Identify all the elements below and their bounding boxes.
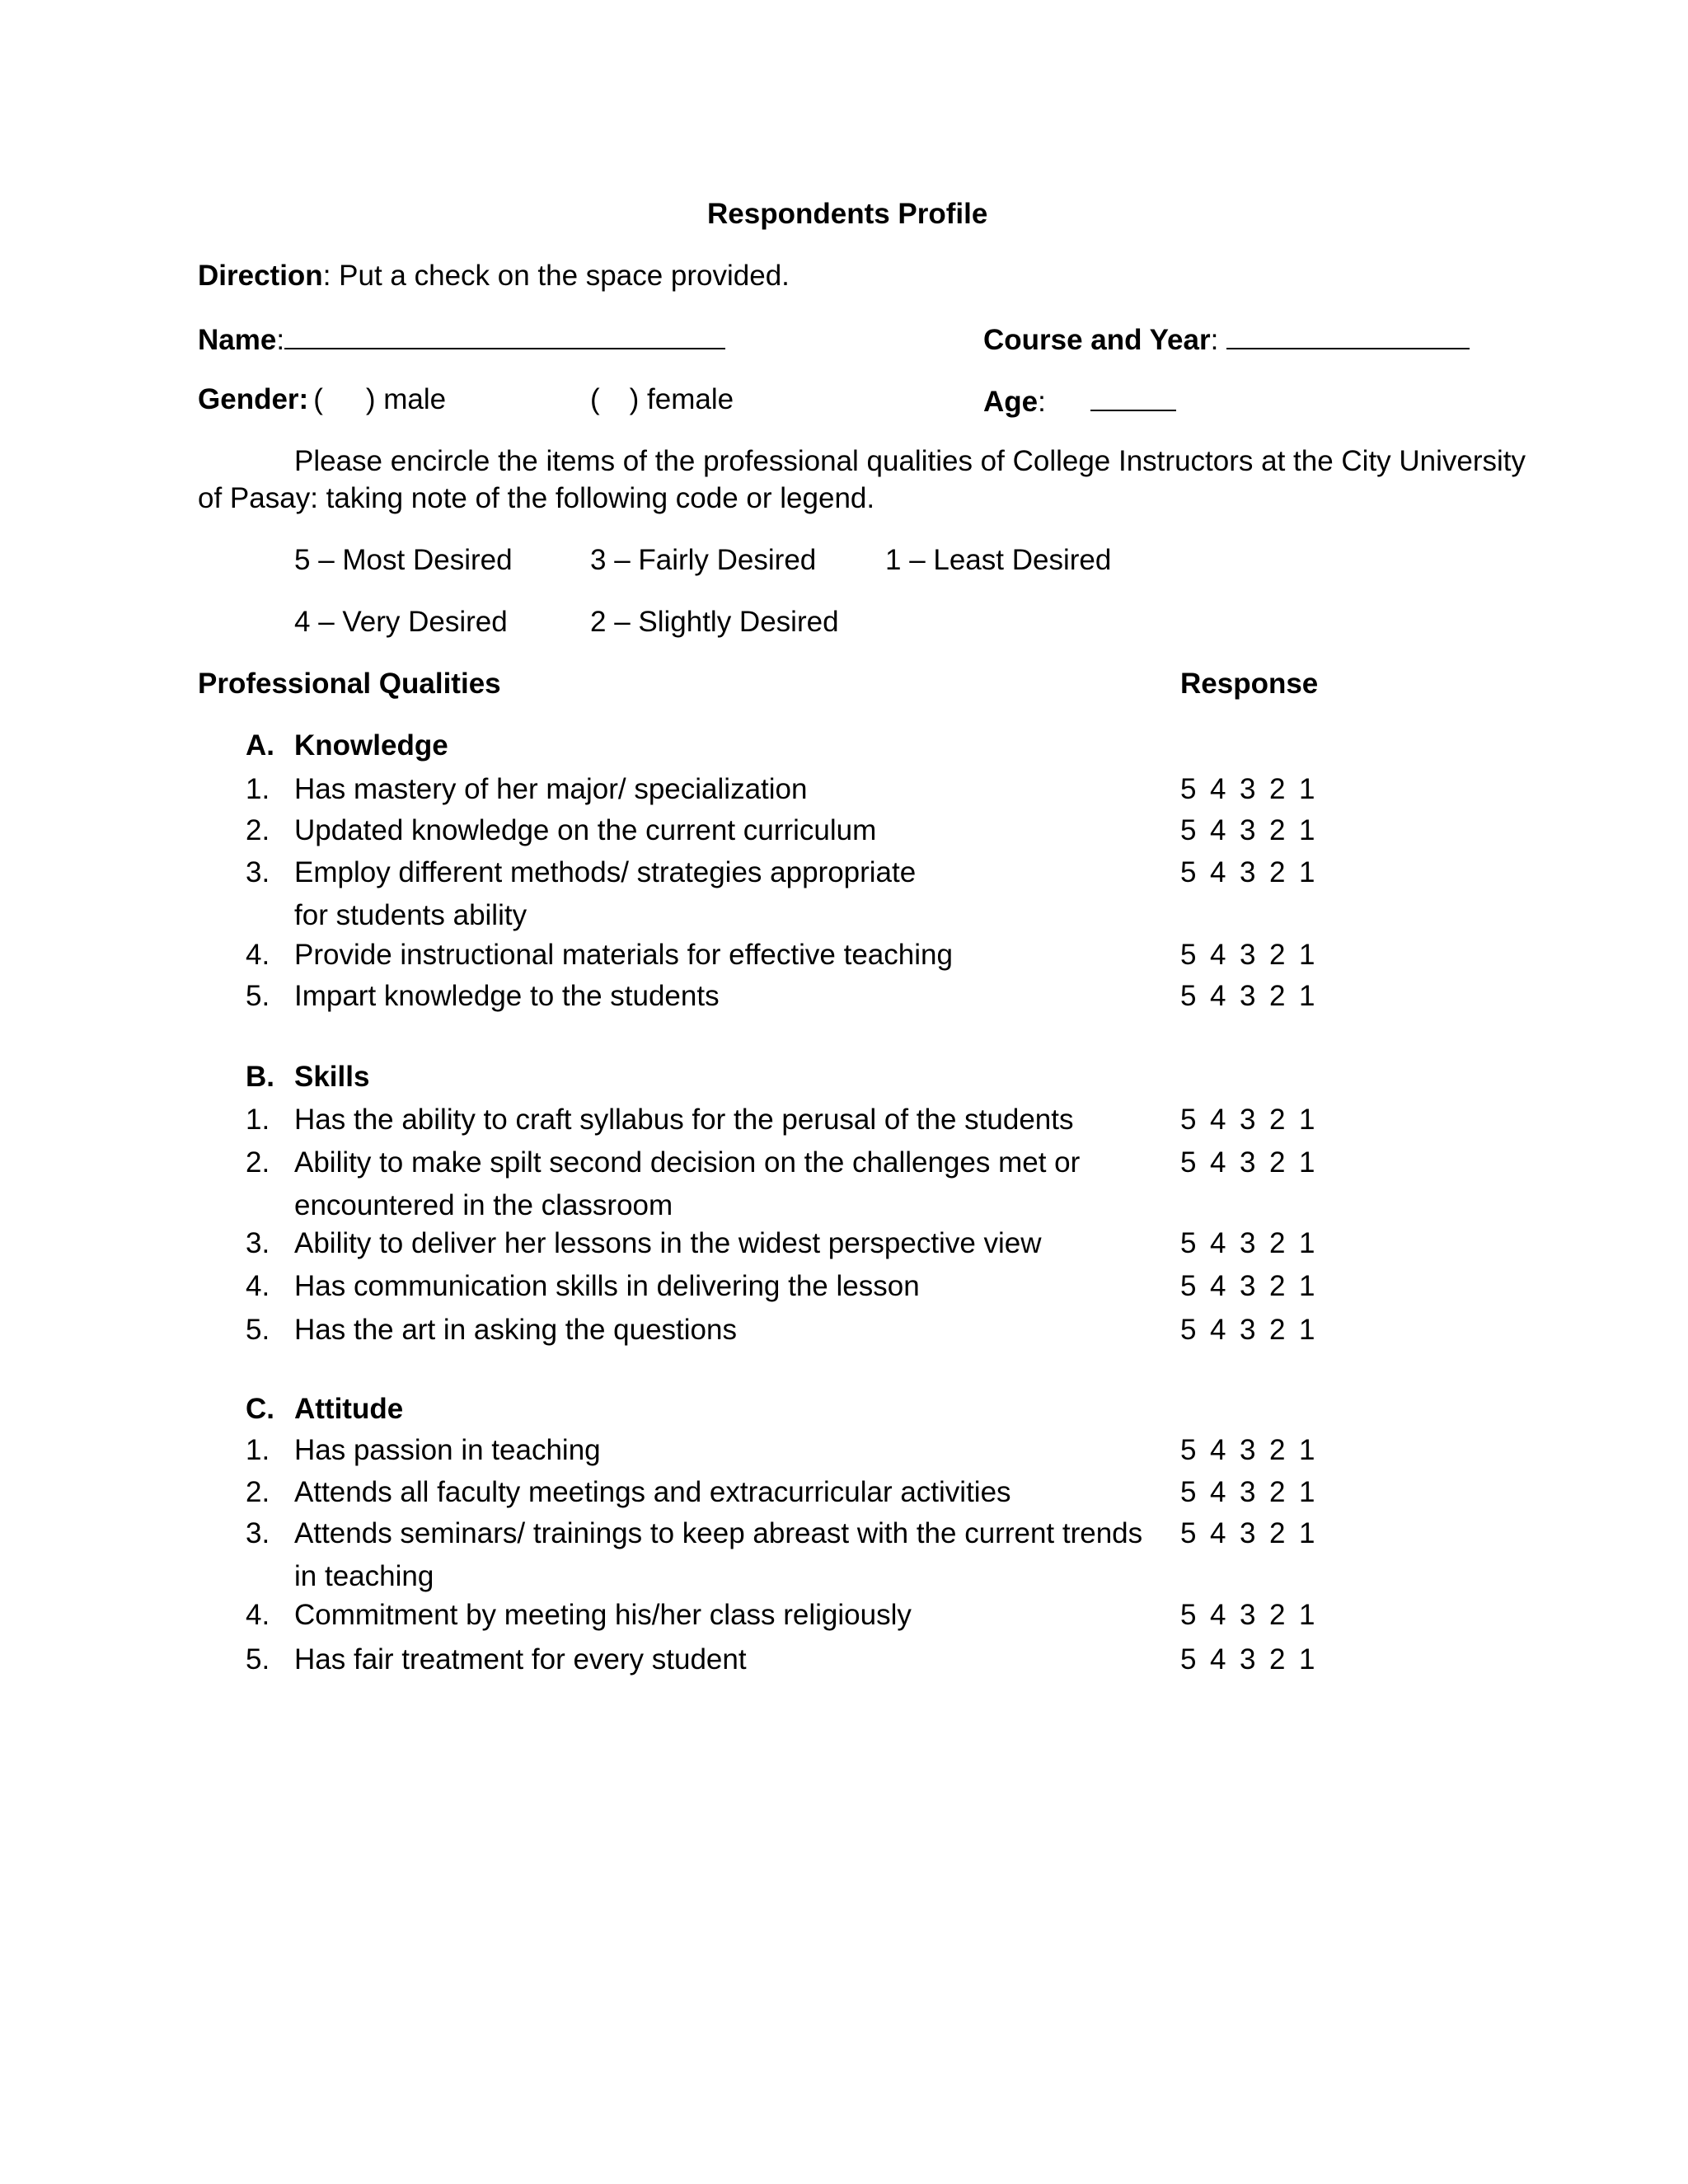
item-number: 5. xyxy=(246,1314,270,1346)
item-number: 1. xyxy=(246,773,270,805)
response-option-4[interactable]: 4 xyxy=(1210,814,1226,846)
response-scale xyxy=(1180,1315,1329,1344)
male-checkbox[interactable]: ( ) male xyxy=(313,383,447,415)
section-letter: B. xyxy=(246,1061,274,1093)
page-title: Respondents Profile xyxy=(707,198,988,230)
legend-1: 1 – Least Desired xyxy=(885,544,1112,576)
item-text: Updated knowledge on the current curriculum xyxy=(294,814,877,846)
response-option-4[interactable]: 4 xyxy=(1210,1146,1226,1179)
direction-label: Direction xyxy=(198,260,323,292)
response-option-4[interactable]: 4 xyxy=(1210,1599,1226,1631)
response-option-2[interactable]: 2 xyxy=(1269,1270,1286,1302)
response-option-5[interactable]: 5 xyxy=(1180,1227,1197,1259)
response-option-2[interactable]: 2 xyxy=(1269,1434,1286,1466)
response-option-3[interactable]: 3 xyxy=(1240,1270,1256,1302)
response-option-2[interactable]: 2 xyxy=(1269,1517,1286,1549)
response-option-3[interactable]: 3 xyxy=(1240,1517,1256,1549)
age-label: Age xyxy=(983,386,1039,418)
response-scale xyxy=(1180,1645,1329,1674)
name-field[interactable] xyxy=(284,323,725,349)
response-option-1[interactable]: 1 xyxy=(1299,856,1315,888)
age-row: Age: xyxy=(983,385,1176,416)
course-label: Course and Year xyxy=(983,324,1211,356)
response-option-5[interactable]: 5 xyxy=(1180,1434,1197,1466)
response-option-5[interactable]: 5 xyxy=(1180,1643,1197,1675)
response-option-2[interactable]: 2 xyxy=(1269,939,1286,971)
response-option-1[interactable]: 1 xyxy=(1299,773,1315,805)
response-option-4[interactable]: 4 xyxy=(1210,1227,1226,1259)
section-letter: A. xyxy=(246,729,274,762)
response-option-3[interactable]: 3 xyxy=(1240,1599,1256,1631)
item-number: 5. xyxy=(246,980,270,1012)
item-number: 4. xyxy=(246,1270,270,1302)
item-text: Commitment by meeting his/her class religiously xyxy=(294,1599,912,1631)
legend-4: 4 – Very Desired xyxy=(294,606,508,638)
item-text: Ability to deliver her lessons in the widest perspective view xyxy=(294,1227,1042,1259)
item-number: 2. xyxy=(246,1476,270,1508)
response-option-1[interactable]: 1 xyxy=(1299,1476,1315,1508)
response-option-2[interactable]: 2 xyxy=(1269,1104,1286,1136)
response-option-5[interactable]: 5 xyxy=(1180,773,1197,805)
item-text: Has fair treatment for every student xyxy=(294,1643,747,1675)
response-scale xyxy=(1180,982,1329,1010)
response-option-2[interactable]: 2 xyxy=(1269,1643,1286,1675)
response-option-1[interactable]: 1 xyxy=(1299,1227,1315,1259)
item-text: Attends seminars/ trainings to keep abreast with the current trends xyxy=(294,1517,1143,1549)
course-year-field[interactable] xyxy=(1226,323,1470,349)
response-option-4[interactable]: 4 xyxy=(1210,1104,1226,1136)
response-option-2[interactable]: 2 xyxy=(1269,1314,1286,1346)
response-option-5[interactable]: 5 xyxy=(1180,939,1197,971)
age-field[interactable] xyxy=(1090,385,1176,411)
item-text: Employ different methods/ strategies appropriate xyxy=(294,856,917,888)
item-text: Attends all faculty meetings and extracurricular activities xyxy=(294,1476,1011,1508)
response-scale xyxy=(1180,1229,1329,1258)
response-option-2[interactable]: 2 xyxy=(1269,773,1286,805)
response-scale xyxy=(1180,1148,1329,1177)
item-text: Has passion in teaching xyxy=(294,1434,601,1466)
response-option-1[interactable]: 1 xyxy=(1299,980,1315,1012)
item-text: Ability to make spilt second decision on the challenges met or xyxy=(294,1146,1081,1179)
response-option-1[interactable]: 1 xyxy=(1299,1643,1315,1675)
item-text-continued: in teaching xyxy=(294,1560,434,1592)
response-header: Response xyxy=(1180,668,1319,700)
female-label: ) female xyxy=(629,383,734,415)
name-field-row: Name: xyxy=(198,323,725,354)
item-number: 3. xyxy=(246,856,270,888)
item-number: 4. xyxy=(246,1599,270,1631)
response-option-5[interactable]: 5 xyxy=(1180,980,1197,1012)
response-option-1[interactable]: 1 xyxy=(1299,814,1315,846)
response-option-5[interactable]: 5 xyxy=(1180,856,1197,888)
item-number: 1. xyxy=(246,1104,270,1136)
response-option-4[interactable]: 4 xyxy=(1210,1270,1226,1302)
item-number: 3. xyxy=(246,1517,270,1549)
response-option-3[interactable]: 3 xyxy=(1240,1314,1256,1346)
item-number: 2. xyxy=(246,1146,270,1179)
response-scale xyxy=(1180,1519,1329,1548)
response-option-4[interactable]: 4 xyxy=(1210,856,1226,888)
response-scale xyxy=(1180,1105,1329,1134)
response-option-3[interactable]: 3 xyxy=(1240,1104,1256,1136)
gender-label: Gender: xyxy=(198,383,309,415)
response-option-5[interactable]: 5 xyxy=(1180,814,1197,846)
response-option-2[interactable]: 2 xyxy=(1269,1146,1286,1179)
response-option-1[interactable]: 1 xyxy=(1299,1517,1315,1549)
response-option-2[interactable]: 2 xyxy=(1269,980,1286,1012)
item-number: 4. xyxy=(246,939,270,971)
response-option-1[interactable]: 1 xyxy=(1299,1314,1315,1346)
section-letter: C. xyxy=(246,1393,274,1425)
response-scale xyxy=(1180,1478,1329,1507)
response-option-1[interactable]: 1 xyxy=(1299,939,1315,971)
response-option-3[interactable]: 3 xyxy=(1240,814,1256,846)
item-number: 3. xyxy=(246,1227,270,1259)
legend-2: 2 – Slightly Desired xyxy=(590,606,839,638)
response-option-5[interactable]: 5 xyxy=(1180,1517,1197,1549)
qualities-header: Professional Qualities xyxy=(198,668,501,700)
response-option-3[interactable]: 3 xyxy=(1240,1643,1256,1675)
response-option-3[interactable]: 3 xyxy=(1240,856,1256,888)
response-option-5[interactable]: 5 xyxy=(1180,1104,1197,1136)
response-option-1[interactable]: 1 xyxy=(1299,1434,1315,1466)
instruction-line-1: Please encircle the items of the professional qualities of College Instructors at the City University xyxy=(294,445,1526,477)
response-option-3[interactable]: 3 xyxy=(1240,773,1256,805)
gender-row xyxy=(198,385,446,414)
response-option-3[interactable]: 3 xyxy=(1240,939,1256,971)
response-scale xyxy=(1180,1436,1329,1465)
course-field-row: Course and Year: xyxy=(983,323,1470,354)
legend-3: 3 – Fairly Desired xyxy=(590,544,817,576)
section-title: Attitude xyxy=(294,1393,404,1425)
response-option-4[interactable]: 4 xyxy=(1210,1476,1226,1508)
response-option-5[interactable]: 5 xyxy=(1180,1146,1197,1179)
section-title: Knowledge xyxy=(294,729,448,762)
response-option-4[interactable]: 4 xyxy=(1210,1643,1226,1675)
response-scale xyxy=(1180,1272,1329,1301)
response-option-2[interactable]: 2 xyxy=(1269,1599,1286,1631)
response-scale xyxy=(1180,940,1329,969)
direction-line xyxy=(198,261,790,290)
item-number: 5. xyxy=(246,1643,270,1675)
response-option-1[interactable]: 1 xyxy=(1299,1599,1315,1631)
response-option-3[interactable]: 3 xyxy=(1240,1434,1256,1466)
response-option-5[interactable]: 5 xyxy=(1180,1599,1197,1631)
response-option-4[interactable]: 4 xyxy=(1210,939,1226,971)
response-option-4[interactable]: 4 xyxy=(1210,980,1226,1012)
item-number: 1. xyxy=(246,1434,270,1466)
item-text: Has mastery of her major/ specialization xyxy=(294,773,808,805)
response-option-2[interactable]: 2 xyxy=(1269,1227,1286,1259)
response-option-1[interactable]: 1 xyxy=(1299,1104,1315,1136)
item-text: Has the ability to craft syllabus for the perusal of the students xyxy=(294,1104,1074,1136)
response-option-3[interactable]: 3 xyxy=(1240,1227,1256,1259)
instruction-line-2: of Pasay: taking note of the following code or legend. xyxy=(198,482,875,514)
response-scale xyxy=(1180,816,1329,845)
response-option-4[interactable]: 4 xyxy=(1210,1517,1226,1549)
item-text: Impart knowledge to the students xyxy=(294,980,720,1012)
response-option-4[interactable]: 4 xyxy=(1210,1314,1226,1346)
item-text-continued: encountered in the classroom xyxy=(294,1189,673,1221)
legend-5: 5 – Most Desired xyxy=(294,544,513,576)
response-option-5[interactable]: 5 xyxy=(1180,1476,1197,1508)
response-option-3[interactable]: 3 xyxy=(1240,980,1256,1012)
item-text: Has the art in asking the questions xyxy=(294,1314,737,1346)
response-scale xyxy=(1180,775,1329,804)
item-text: Provide instructional materials for effective teaching xyxy=(294,939,953,971)
item-number: 2. xyxy=(246,814,270,846)
response-scale xyxy=(1180,1601,1329,1629)
response-option-3[interactable]: 3 xyxy=(1240,1146,1256,1179)
response-option-5[interactable]: 5 xyxy=(1180,1270,1197,1302)
response-option-1[interactable]: 1 xyxy=(1299,1146,1315,1179)
female-checkbox[interactable]: ( ) female xyxy=(590,383,734,415)
name-label: Name xyxy=(198,324,277,356)
response-option-1[interactable]: 1 xyxy=(1299,1270,1315,1302)
response-option-5[interactable]: 5 xyxy=(1180,1314,1197,1346)
male-label: ) male xyxy=(365,383,447,415)
section-title: Skills xyxy=(294,1061,370,1093)
response-option-2[interactable]: 2 xyxy=(1269,1476,1286,1508)
response-option-2[interactable]: 2 xyxy=(1269,814,1286,846)
item-text-continued: for students ability xyxy=(294,899,528,931)
response-scale xyxy=(1180,858,1329,887)
item-text: Has communication skills in delivering the lesson xyxy=(294,1270,920,1302)
response-option-4[interactable]: 4 xyxy=(1210,773,1226,805)
direction-text: : Put a check on the space provided. xyxy=(322,260,790,292)
response-option-2[interactable]: 2 xyxy=(1269,856,1286,888)
response-option-4[interactable]: 4 xyxy=(1210,1434,1226,1466)
response-option-3[interactable]: 3 xyxy=(1240,1476,1256,1508)
